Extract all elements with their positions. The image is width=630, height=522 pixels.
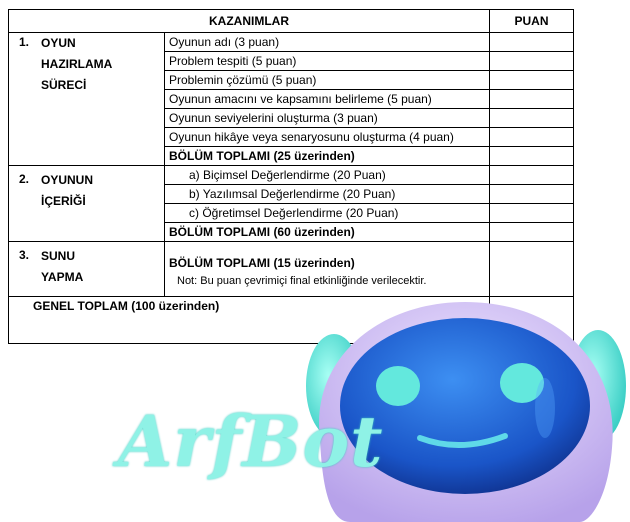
criterion-item: Oyunun seviyelerini oluşturma (3 puan): [165, 109, 490, 128]
section-2-title: 2. OYUNUN İÇERİĞİ: [9, 166, 165, 242]
header-score: PUAN: [490, 10, 574, 33]
score-cell[interactable]: [490, 128, 574, 147]
score-cell[interactable]: [490, 52, 574, 71]
criterion-item: Oyunun hikâye veya senaryosunu oluşturma (4 puan): [165, 128, 490, 147]
score-cell[interactable]: [490, 166, 574, 185]
arfbot-logo-text: ArfBot: [118, 400, 384, 483]
score-cell[interactable]: [490, 185, 574, 204]
score-cell[interactable]: [490, 71, 574, 90]
criterion-item: c) Öğretimsel Değerlendirme (20 Puan): [165, 204, 490, 223]
score-cell[interactable]: [490, 223, 574, 242]
header-criteria: KAZANIMLAR: [9, 10, 490, 33]
section-note: Not: Bu puan çevrimiçi final etkinliğinde verilecektir.: [177, 275, 427, 287]
criterion-item: b) Yazılımsal Değerlendirme (20 Puan): [165, 185, 490, 204]
criterion-item: Problem tespiti (5 puan): [165, 52, 490, 71]
criterion-item: Problemin çözümü (5 puan): [165, 71, 490, 90]
score-cell[interactable]: [490, 147, 574, 166]
section-total: BÖLÜM TOPLAMI (25 üzerinden): [165, 147, 490, 166]
section-total: BÖLÜM TOPLAMI (15 üzerinden): [169, 256, 355, 270]
score-cell[interactable]: [490, 204, 574, 223]
score-cell[interactable]: [490, 90, 574, 109]
section-3-title: 3. SUNU YAPMA: [9, 242, 165, 297]
score-cell[interactable]: [490, 33, 574, 52]
grand-total-label: GENEL TOPLAM (100 üzerinden): [9, 297, 490, 344]
section-1-title: 1. OYUN HAZIRLAMA SÜRECİ: [9, 33, 165, 166]
criterion-item: a) Biçimsel Değerlendirme (20 Puan): [165, 166, 490, 185]
section-total: BÖLÜM TOPLAMI (60 üzerinden): [165, 223, 490, 242]
criterion-item: Oyunun amacını ve kapsamını belirleme (5 puan): [165, 90, 490, 109]
criterion-item: Oyunun adı (3 puan): [165, 33, 490, 52]
score-cell[interactable]: [490, 109, 574, 128]
